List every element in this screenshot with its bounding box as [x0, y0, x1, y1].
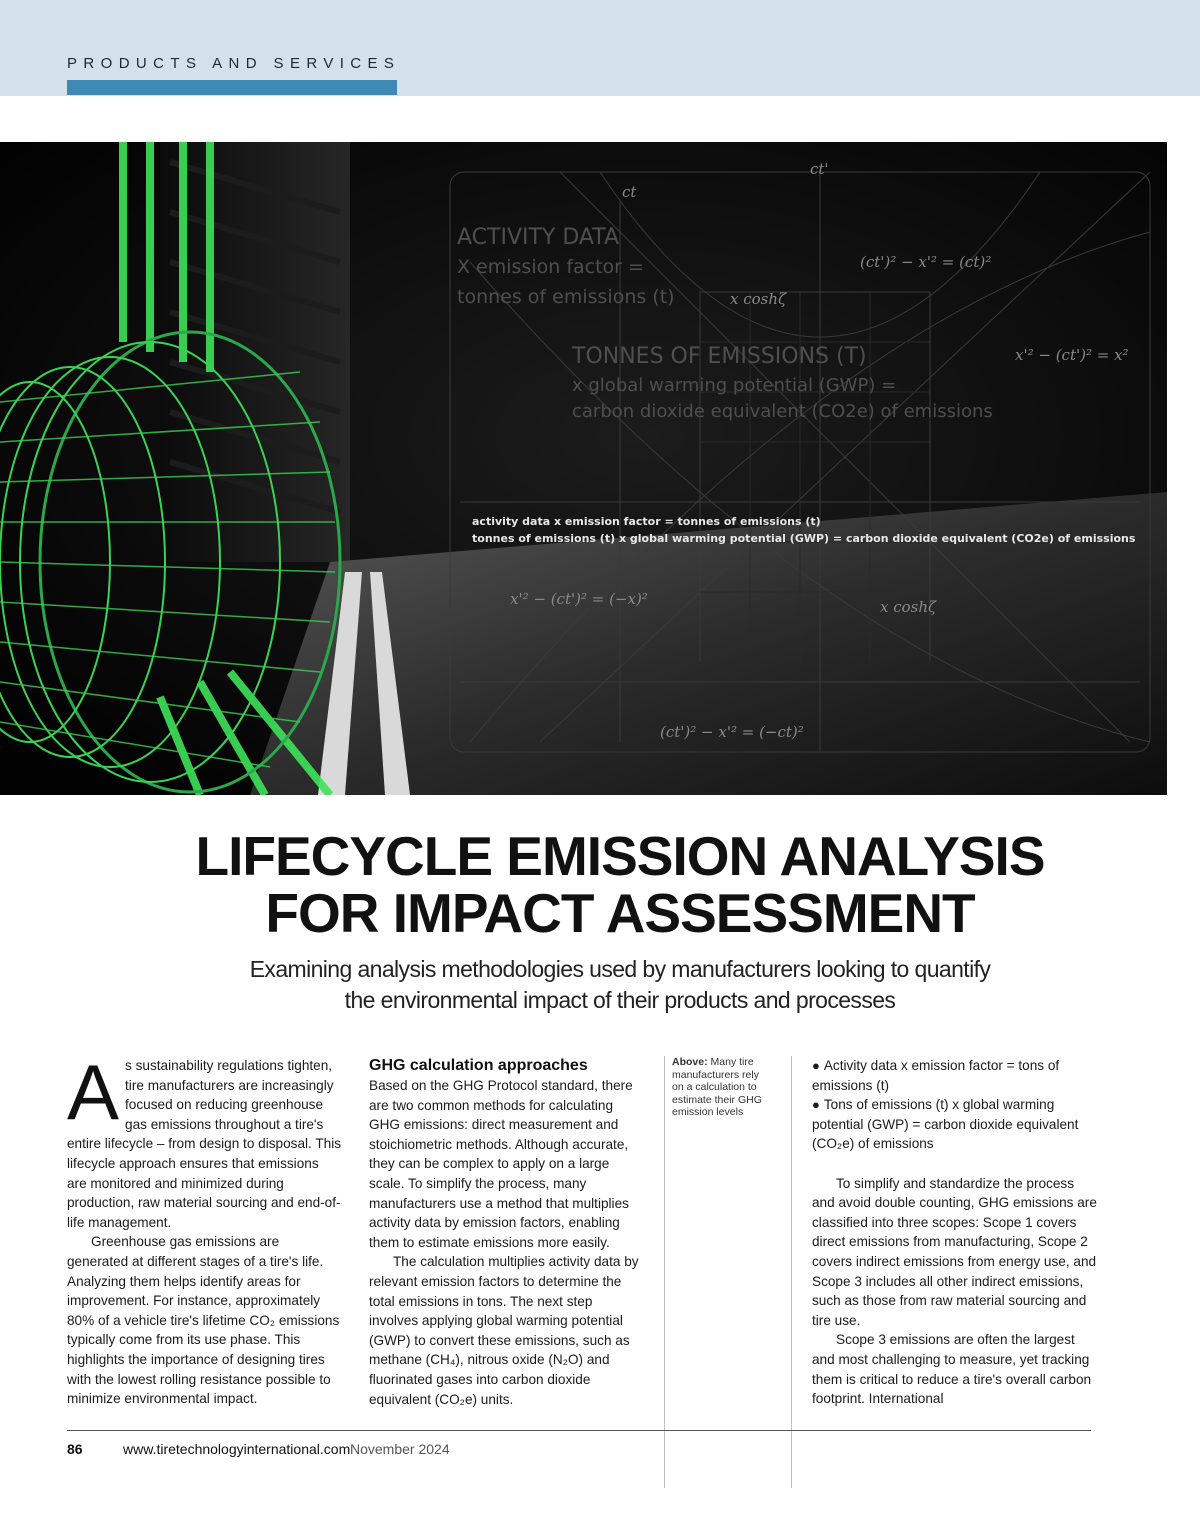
formula-1-line-3: tonnes of emissions (t): [457, 286, 675, 308]
bullet-text: Tons of emissions (t) x global warming potential (GWP) = carbon dioxide equivalent (CO₂e) of emissions: [812, 1097, 1079, 1152]
svg-text:x coshζ: x coshζ: [730, 290, 787, 308]
col1-paragraph-2: Greenhouse gas emissions are generated at different stages of a tire's life. Analyzing them helps identify areas for improvement. For instance, approximately 80% of a vehicle tire's lifetime CO₂ emissions typically come from its use phase. This highlights the importance of designing tires with the lowest rolling resistance possible to minimize environmental impact.: [67, 1234, 340, 1407]
col1-paragraph-1: s sustainability regulations tighten, tire manufacturers are increasingly focused on reducing greenhouse gas emissions throughout a tire's entire lifecycle – from design to disposal. This lifecycle approach ensures that emissions are monitored and minimized during production, raw material sourcing and end-of-life management.: [67, 1058, 342, 1230]
hero-image: [0, 142, 1167, 795]
section-accent-bar: [67, 80, 397, 95]
col2-paragraph-1: Based on the GHG Protocol standard, there are two common methods for calculating GHG emissions: direct measurement and stoichiometric methods. Although accurate, they can be complex to apply on a large scale. To simplify the process, many manufacturers use a method that multiplies activity data by emission factors, enabling them to estimate emissions more easily.: [369, 1078, 633, 1250]
article-title-line-2: FOR IMPACT ASSESSMENT: [265, 882, 975, 944]
bullet-text: Activity data x emission factor = tons of emissions (t): [812, 1058, 1060, 1093]
article-title: [60, 825, 1180, 944]
caption-label: Above:: [672, 1056, 708, 1068]
drop-cap: A: [67, 1048, 120, 1136]
formula-1-line-1: ACTIVITY DATA: [457, 225, 620, 250]
formula-2-line-3: carbon dioxide equivalent (CO2e) of emissions: [572, 401, 993, 422]
bullet-item: [812, 1095, 1097, 1154]
svg-text:(ct')² − x'² = (−ct)²: (ct')² − x'² = (−ct)²: [660, 723, 804, 741]
svg-text:(ct')² − x'² = (ct)²: (ct')² − x'² = (ct)²: [860, 253, 992, 271]
formula-2-line-1: TONNES OF EMISSIONS (T): [572, 344, 867, 369]
footer-date: November 2024: [350, 1441, 450, 1457]
calc-line-2: tonnes of emissions (t) x global warming potential (GWP) = carbon dioxide equivalent (CO2e) of emissions: [472, 532, 1136, 545]
body-column-2: [369, 1056, 644, 1409]
subhead-ghg-calculation: GHG calculation approaches: [369, 1057, 588, 1074]
svg-text:x coshζ: x coshζ: [880, 598, 937, 616]
standfirst-line-2: the environmental impact of their products and processes: [344, 987, 896, 1013]
body-column-1: [67, 1048, 342, 1409]
formula-2-line-2: x global warming potential (GWP) =: [572, 375, 897, 396]
bullet-dot-icon: ●: [812, 1058, 820, 1073]
footer-url: www.tiretechnologyinternational.com: [123, 1441, 351, 1457]
footer-rule: [67, 1430, 1091, 1431]
svg-text:ct': ct': [810, 160, 829, 178]
section-label: PRODUCTS AND SERVICES: [67, 55, 401, 72]
bullet-dot-icon: ●: [812, 1097, 820, 1113]
svg-text:ct: ct: [622, 183, 637, 201]
formula-1-line-2: X emission factor =: [457, 256, 644, 278]
svg-text:x'² − (ct')² = (−x)²: x'² − (ct')² = (−x)²: [510, 590, 648, 608]
article-title-line-1: LIFECYCLE EMISSION ANALYSIS: [195, 825, 1045, 887]
bullet-item: [812, 1056, 1097, 1095]
standfirst-line-1: Examining analysis methodologies used by manufacturers looking to quantify: [249, 956, 991, 982]
col4-paragraph-1: To simplify and standardize the process and avoid double counting, GHG emissions are classified into three scopes: Scope 1 covers direct emissions from manufacturing, Scope 2 covers indirect emissions from energy use, and Scope 3 includes all other indirect emissions, such as those from raw material sourcing and tire use.: [812, 1175, 1097, 1328]
column-divider: [791, 1056, 792, 1488]
col4-paragraph-2: Scope 3 emissions are often the largest and most challenging to measure, yet tracking them is critical to reduce a tire's overall carbon footprint. International: [812, 1332, 1092, 1407]
caption-text: Many tire manufacturers rely on a calculation to estimate their GHG emission levels: [672, 1056, 762, 1119]
svg-text:x'² − (ct')² = x²: x'² − (ct')² = x²: [1015, 346, 1129, 364]
hero-illustration: [0, 142, 1167, 795]
image-caption: [672, 1056, 767, 1119]
col2-paragraph-2: The calculation multiplies activity data by relevant emission factors to determine the total emissions in tons. The next step involves applying global warming potential (GWP) to convert these emissions, such as methane (CH₄), nitrous oxide (N₂O) and fluorinated gases into carbon dioxide equivalent (CO₂e) units.: [369, 1254, 639, 1407]
column-divider: [664, 1056, 665, 1488]
page-number: 86: [67, 1441, 83, 1457]
calc-line-1: activity data x emission factor = tonnes of emissions (t): [472, 515, 821, 528]
body-column-4: [812, 1056, 1097, 1409]
article-standfirst: [100, 954, 1140, 1016]
